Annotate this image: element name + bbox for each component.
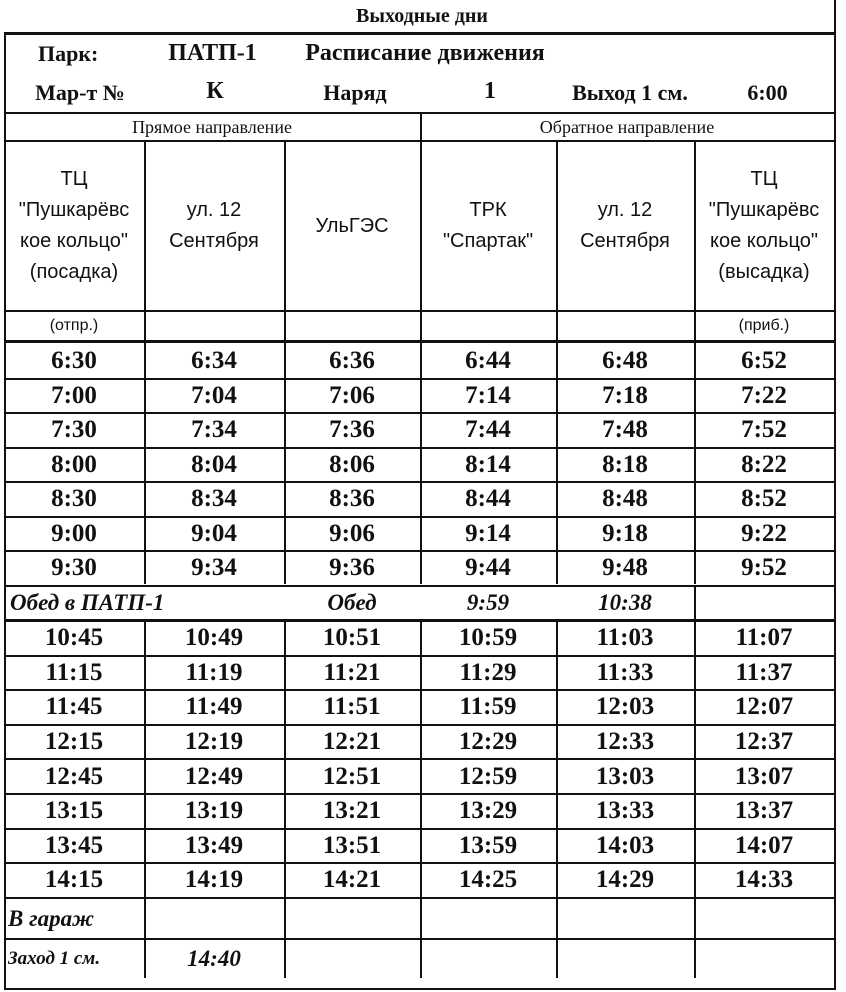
time-cell: 8:22	[741, 450, 787, 478]
rule-line	[556, 342, 558, 584]
time-cell: 9:00	[51, 519, 97, 547]
time-cell: 12:45	[44, 762, 104, 790]
time-cell: 7:48	[602, 416, 648, 444]
park-label: Парк:	[38, 41, 99, 66]
stop-name-2	[144, 142, 284, 310]
time-cell: 13:49	[184, 831, 244, 859]
time-cell: 6:48	[602, 347, 648, 375]
time-cell: 13:29	[458, 797, 518, 825]
rule-line	[420, 620, 422, 898]
rule-line	[694, 898, 696, 978]
time-cell: 11:03	[596, 624, 654, 652]
time-cell: 13:45	[44, 831, 104, 859]
stop-name-line: УльГЭС	[315, 214, 389, 237]
time-cell: 12:37	[734, 728, 794, 756]
time-cell: 12:51	[322, 762, 382, 790]
time-cell: 11:59	[459, 693, 517, 721]
stop-name-line: Сентября	[169, 230, 259, 252]
rule-line	[4, 32, 836, 35]
time-cell: 11:37	[735, 658, 793, 686]
time-cell: 9:04	[191, 519, 237, 547]
route-value: К	[206, 77, 224, 104]
rule-line	[420, 112, 422, 140]
shift-label: Выход 1 см.	[572, 80, 688, 105]
rule-line	[834, 0, 836, 990]
order-value: 1	[484, 77, 496, 104]
stop-note-2	[144, 312, 284, 340]
time-cell: 12:29	[458, 728, 518, 756]
time-cell: 11:15	[45, 658, 103, 686]
lunch-label: Обед в ПАТП-1	[10, 589, 165, 615]
time-cell: 6:52	[741, 347, 787, 375]
stop-note-4	[420, 312, 556, 340]
time-cell: 11:33	[596, 658, 654, 686]
time-cell: 12:33	[595, 728, 655, 756]
time-cell: 11:49	[185, 693, 243, 721]
time-cell: 8:30	[51, 485, 97, 513]
rule-line	[420, 140, 422, 340]
time-cell: 13:59	[458, 831, 518, 859]
stop-name-line: (посадка)	[29, 261, 119, 283]
time-cell: 9:14	[465, 519, 511, 547]
time-cell: 7:34	[191, 416, 237, 444]
time-cell: 10:51	[322, 624, 382, 652]
time-cell: 14:07	[734, 831, 794, 859]
rule-line	[144, 620, 146, 898]
time-cell: 10:49	[184, 624, 244, 652]
time-cell: 13:19	[184, 797, 244, 825]
rule-line	[144, 140, 146, 340]
time-cell: 8:52	[741, 485, 787, 513]
time-cell: 8:06	[329, 450, 375, 478]
time-cell: 9:22	[741, 519, 787, 547]
time-cell: 11:21	[323, 658, 381, 686]
route-label: Мар-т №	[35, 80, 125, 105]
stop-name-line: ТЦ	[750, 168, 778, 190]
time-cell: 9:18	[602, 519, 648, 547]
shift-value: 6:00	[747, 80, 788, 105]
park-value: ПАТП-1	[168, 39, 257, 66]
time-cell: 7:14	[465, 381, 511, 409]
time-cell: 8:36	[329, 485, 375, 513]
time-cell: 14:21	[322, 866, 382, 894]
time-cell: 14:25	[458, 866, 518, 894]
time-cell: 13:03	[595, 762, 655, 790]
stop-name-line: кое кольцо"	[710, 230, 818, 252]
stop-name-line: "Спартак"	[442, 230, 534, 252]
stop-name-line: "Пушкарёвс	[708, 199, 820, 221]
time-cell: 11:51	[323, 693, 381, 721]
time-cell: 8:00	[51, 450, 97, 478]
garage-label: В гараж	[8, 905, 94, 931]
stop-name-line: "Пушкарёвс	[18, 199, 130, 221]
stop-name-4	[420, 142, 556, 310]
lunch-label-short: Обед	[327, 589, 377, 615]
stop-note-6: (приб.)	[738, 317, 790, 334]
time-cell: 11:07	[735, 624, 793, 652]
rule-line	[694, 140, 696, 340]
time-cell: 9:52	[741, 554, 787, 582]
time-cell: 13:21	[322, 797, 382, 825]
time-cell: 9:30	[51, 554, 97, 582]
lunch-start-time: 9:59	[466, 589, 510, 615]
stop-name-line: ТЦ	[60, 168, 88, 190]
rule-line	[420, 898, 422, 978]
time-cell: 8:44	[465, 485, 511, 513]
order-label: Наряд	[323, 80, 387, 105]
time-cell: 9:06	[329, 519, 375, 547]
time-cell: 8:48	[602, 485, 648, 513]
stop-name-1	[4, 142, 144, 310]
time-cell: 12:49	[184, 762, 244, 790]
time-cell: 7:44	[465, 416, 511, 444]
time-cell: 10:59	[458, 624, 518, 652]
time-cell: 11:45	[45, 693, 103, 721]
time-cell: 7:36	[329, 416, 375, 444]
time-cell: 9:34	[191, 554, 237, 582]
stop-note-1: (отпр.)	[49, 317, 99, 334]
time-cell: 14:03	[595, 831, 655, 859]
stop-name-line: ул. 12	[597, 199, 653, 221]
time-cell: 13:51	[322, 831, 382, 859]
forward-direction-header: Прямое направление	[132, 116, 292, 137]
rule-line	[556, 898, 558, 978]
rule-line	[420, 342, 422, 584]
stop-note-3	[284, 312, 420, 340]
time-cell: 6:34	[191, 347, 237, 375]
rule-line	[4, 988, 836, 990]
time-cell: 7:00	[51, 381, 97, 409]
rule-line	[284, 140, 286, 340]
rule-line	[694, 620, 696, 898]
time-cell: 8:18	[602, 450, 648, 478]
time-cell: 14:15	[44, 866, 104, 894]
time-cell: 11:29	[459, 658, 517, 686]
time-cell: 8:04	[191, 450, 237, 478]
stop-name-line: ТРК	[469, 199, 507, 221]
time-cell: 7:18	[602, 381, 648, 409]
shift-end-time: 14:40	[187, 945, 241, 971]
stop-name-line: ул. 12	[186, 199, 242, 221]
time-cell: 6:36	[329, 347, 375, 375]
stop-name-line: (высадка)	[718, 261, 810, 283]
time-cell: 7:22	[741, 381, 787, 409]
time-cell: 6:44	[465, 347, 511, 375]
schedule-label: Расписание движения	[305, 39, 545, 66]
stop-note-5	[556, 312, 694, 340]
time-cell: 9:36	[329, 554, 375, 582]
time-cell: 6:30	[51, 347, 97, 375]
time-cell: 12:19	[184, 728, 244, 756]
time-cell: 9:48	[602, 554, 648, 582]
stop-name-3	[284, 142, 420, 310]
time-cell: 8:14	[465, 450, 511, 478]
reverse-direction-header: Обратное направление	[539, 116, 715, 137]
time-cell: 10:45	[44, 624, 104, 652]
rule-line	[694, 342, 696, 584]
time-cell: 9:44	[465, 554, 511, 582]
sheet-title: Выходные дни	[356, 4, 488, 27]
stop-name-line: кое кольцо"	[20, 230, 128, 252]
time-cell: 7:30	[51, 416, 97, 444]
time-cell: 13:15	[44, 797, 104, 825]
rule-line	[144, 342, 146, 584]
time-cell: 14:33	[734, 866, 794, 894]
time-cell: 12:59	[458, 762, 518, 790]
time-cell: 13:33	[595, 797, 655, 825]
rule-line	[694, 586, 696, 621]
time-cell: 13:07	[734, 762, 794, 790]
shift-end-label: Заход 1 см.	[8, 947, 101, 969]
rule-line	[284, 898, 286, 978]
time-cell: 14:19	[184, 866, 244, 894]
time-cell: 14:29	[595, 866, 655, 894]
time-cell: 12:15	[44, 728, 104, 756]
lunch-end-time: 10:38	[598, 589, 652, 615]
time-cell: 8:34	[191, 485, 237, 513]
stop-name-line: Сентября	[580, 230, 670, 252]
rule-line	[284, 620, 286, 898]
time-cell: 12:21	[322, 728, 382, 756]
rule-line	[556, 620, 558, 898]
time-cell: 12:03	[595, 693, 655, 721]
rule-line	[144, 898, 146, 978]
time-cell: 7:06	[329, 381, 375, 409]
rule-line	[284, 342, 286, 584]
time-cell: 7:04	[191, 381, 237, 409]
time-cell: 12:07	[734, 693, 794, 721]
stop-name-5	[556, 142, 694, 310]
time-cell: 7:52	[741, 416, 787, 444]
time-cell: 13:37	[734, 797, 794, 825]
rule-line	[556, 140, 558, 340]
stop-name-6	[694, 142, 834, 310]
time-cell: 11:19	[185, 658, 243, 686]
